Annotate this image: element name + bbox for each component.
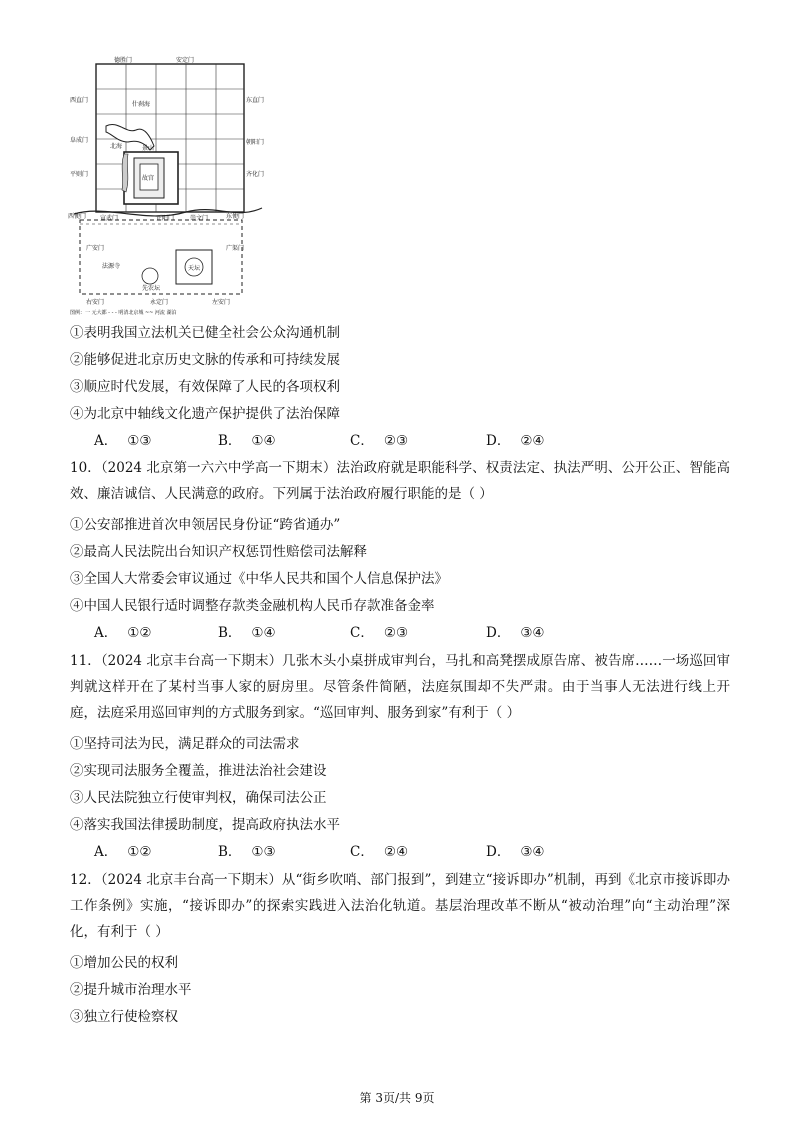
q11-choice-a[interactable]: A． ①②: [94, 844, 152, 860]
map-label-zuoanmen: 左安门: [212, 299, 231, 306]
map-label-xuanwumen: 宣武门: [100, 215, 119, 222]
q10-option-4: ④中国人民银行适时调整存款类金融机构人民币存款准备金率: [70, 598, 435, 614]
page-footer: 第 3页/共 9页: [359, 1091, 435, 1105]
q10-choice-d[interactable]: D． ③④: [486, 625, 545, 641]
q10-choice-b[interactable]: B． ①④: [218, 625, 276, 641]
q11-choices: [94, 843, 654, 861]
q11-choice-d[interactable]: D． ③④: [486, 844, 545, 860]
map-label-chaoyangmen: 朝阳门: [246, 139, 265, 146]
q9-choice-d[interactable]: D． ②④: [486, 433, 545, 449]
q12-option-2: ②提升城市治理水平: [70, 982, 192, 998]
map-label-gugong: 故宫: [142, 175, 155, 182]
map-label-xizhimen: 西直门: [70, 97, 89, 104]
map-label-beihai: 北海: [110, 143, 123, 150]
map-label-dongbianmen: 东便门: [226, 213, 245, 220]
q9-option-4: ④为北京中轴线文化遗产保护提供了法治保障: [70, 406, 340, 422]
map-label-jingshan: 景山: [142, 145, 155, 152]
map-label-dongzhimen: 东直门: [246, 97, 265, 104]
q9-option-2: ②能够促进北京历史文脉的传承和可持续发展: [70, 352, 340, 368]
map-label-xibianmen: 西便门: [68, 213, 87, 220]
q11-option-2: ②实现司法服务全覆盖，推进法治社会建设: [70, 763, 327, 779]
q9-choice-c[interactable]: C． ②③: [350, 433, 409, 449]
q11-choice-c[interactable]: C． ②④: [350, 844, 409, 860]
beijing-map-figure: [66, 54, 266, 316]
q9-choice-a[interactable]: A． ①③: [94, 433, 152, 449]
q10-choice-c[interactable]: C． ②③: [350, 625, 409, 641]
map-label-tiantan: 天坛: [188, 265, 201, 272]
q9-choice-b[interactable]: B． ①④: [218, 433, 276, 449]
q10-option-2: ②最高人民法院出台知识产权惩罚性赔偿司法解释: [70, 544, 367, 560]
q11-option-1: ①坚持司法为民，满足群众的司法需求: [70, 736, 300, 752]
map-label-pingzemen: 平则门: [70, 171, 89, 178]
q11-option-3: ③人民法院独立行使审判权，确保司法公正: [70, 790, 327, 806]
map-label-fayuansi: 法源寺: [102, 263, 121, 270]
q10-option-1: ①公安部推进首次申领居民身份证“跨省通办”: [70, 517, 341, 533]
q12-option-3: ③独立行使检察权: [70, 1009, 178, 1025]
map-label-qihuamen: 齐化门: [246, 171, 265, 178]
q10-stem: 10．（2024 北京第一六六中学高一下期末）法治政府就是职能科学、权责法定、执法严明、公开公正、智能高效、廉洁诚信、人民满意的政府。下列属于法治政府履行职能的是（ ）: [70, 460, 730, 502]
map-label-fuchengmen: 阜成门: [70, 137, 89, 144]
map-label-chongwenmen: 崇文门: [190, 215, 209, 222]
map-label-deshengmen: 德胜门: [114, 57, 133, 64]
q10-choices: [94, 624, 654, 642]
q11-stem: 11．（2024 北京丰台高一下期末）几张木头小桌拼成审判台，马扎和高凳摆成原告席、被告席……一场巡回审判就这样开在了某村当事人家的厨房里。尽管条件简陋，法庭氛围却不失严肃。由于当事人无法进行线上开庭，法庭采用巡回审判的方式服务到家。“巡回审判、服务到家”有利于（ ）: [70, 653, 730, 721]
q10-choice-a[interactable]: A． ①②: [94, 625, 152, 641]
map-label-yongdingmen: 永定门: [150, 299, 169, 306]
map-legend: 图例：一 元大都 - - - 明清北京城 ~~ 河流 湖泊: [70, 310, 177, 316]
q10-option-3: ③全国人大常委会审议通过《中华人民共和国个人信息保护法》: [70, 571, 448, 587]
q11-option-4: ④落实我国法律援助制度，提高政府执法水平: [70, 817, 340, 833]
q12-stem: 12．（2024 北京丰台高一下期末）从“街乡吹哨、部门报到”，到建立“接诉即办”机制，再到《北京市接诉即办工作条例》实施，“接诉即办”的探索实践进入法治化轨道。基层治理改革不断从“被动治理”向“主动治理”深化，有利于（ ）: [70, 872, 730, 940]
map-label-guanganmen: 广安门: [86, 245, 105, 252]
map-label-guangqumen: 广渠门: [226, 245, 245, 252]
map-label-shichahai: 什刹海: [132, 101, 151, 108]
map-label-anding: 安定门: [176, 57, 195, 64]
beijing-map: [66, 54, 266, 316]
q9-option-3: ③顺应时代发展，有效保障了人民的各项权利: [70, 379, 340, 395]
map-label-zhengyangmen: 正阳门: [156, 215, 175, 222]
q9-option-1: ①表明我国立法机关已健全社会公众沟通机制: [70, 325, 340, 341]
map-label-youanmen: 右安门: [86, 299, 105, 306]
q12-option-1: ①增加公民的权利: [70, 955, 178, 971]
q11-choice-b[interactable]: B． ①③: [218, 844, 276, 860]
q9-choices: [94, 432, 654, 450]
map-label-xiannongtan: 先农坛: [142, 285, 161, 292]
